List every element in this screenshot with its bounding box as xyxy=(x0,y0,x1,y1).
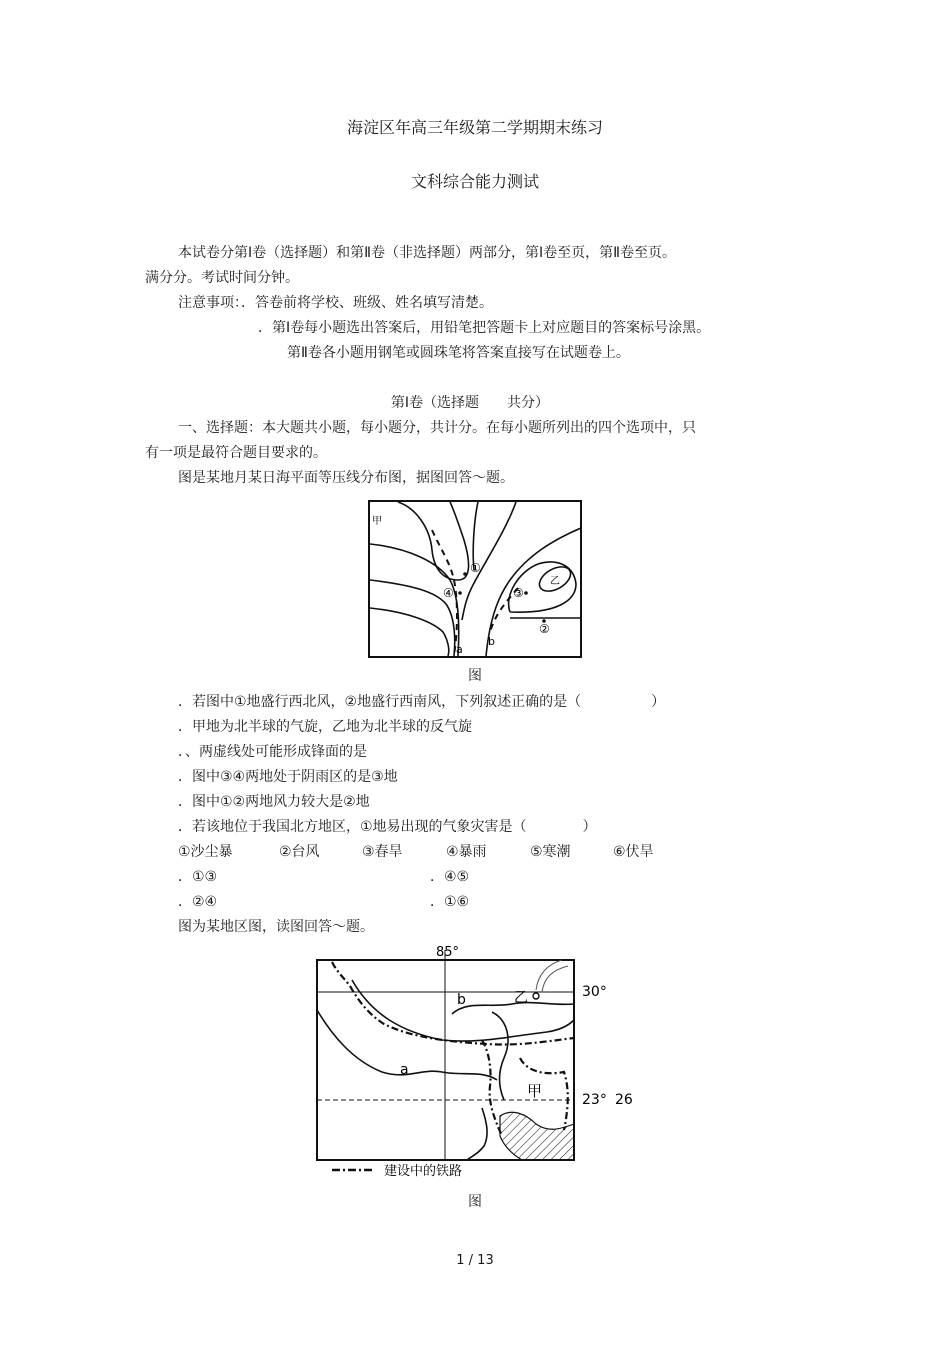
q2-hazard-2: ②台风 xyxy=(279,844,320,860)
q2-hazard-1: ①沙尘暴 xyxy=(178,844,233,860)
q2-option-c: ．②④ xyxy=(178,894,218,910)
label-point-3: ③ xyxy=(513,586,524,600)
page-subtitle: 文科综合能力测试 xyxy=(410,172,539,191)
coast-bay-land xyxy=(467,1108,487,1160)
q2-hazard-6: ⑥伏旱 xyxy=(613,844,654,860)
figure-2-intro: 图为某地区图，读图回答～题。 xyxy=(178,919,374,935)
isobar-map-figure xyxy=(368,500,582,658)
border-lines xyxy=(332,962,574,1136)
label-b: b xyxy=(457,992,466,1008)
label-85-degrees: 85° xyxy=(436,945,460,960)
figure-1-caption: 图 xyxy=(468,668,482,684)
railway-yi xyxy=(536,960,568,992)
figure-2-caption: 图 xyxy=(468,1194,482,1210)
label-point-4: ④ xyxy=(443,586,454,600)
label-point-1: ① xyxy=(470,561,481,575)
point-3-marker xyxy=(524,591,528,595)
q2-hazard-5: ⑤寒潮 xyxy=(530,844,571,860)
region-map-figure xyxy=(312,940,637,1185)
page-number: 1 / 13 xyxy=(456,1253,494,1268)
legend-label: 建设中的铁路 xyxy=(384,1164,463,1179)
label-yi: 乙 xyxy=(514,990,528,1006)
label-yi: 乙 xyxy=(550,576,560,587)
label-26: 26 xyxy=(615,1092,633,1108)
notice-3: 第Ⅱ卷各小题用钢笔或圆珠笔将答案直接写在试题卷上。 xyxy=(287,345,630,361)
label-23-degrees: 23° xyxy=(582,1092,607,1108)
section-heading: 第Ⅰ卷（选择题 共分） xyxy=(390,395,550,411)
q1-option-b: ．、两虚线处可能形成锋面的是 xyxy=(178,744,367,760)
page-title: 海淀区年高三年级第二学期期末练习 xyxy=(346,118,603,137)
label-point-2: ② xyxy=(539,622,550,636)
label-a: a xyxy=(400,1062,409,1078)
q1-option-c: ．图中③④两地处于阴雨区的是③地 xyxy=(178,769,398,785)
label-b: b xyxy=(488,635,495,648)
bay-hatched-area xyxy=(500,1112,574,1160)
q2-hazard-4: ④暴雨 xyxy=(446,844,487,860)
q2-hazard-3: ③春旱 xyxy=(362,844,403,860)
notice-1: 注意事项：．答卷前将学校、班级、姓名填写清楚。 xyxy=(178,295,493,311)
label-jia: 甲 xyxy=(527,1082,543,1100)
point-4-marker xyxy=(458,591,462,595)
notice-2: ．第Ⅰ卷每小题选出答案后，用铅笔把答题卡上对应题目的答案标号涂黑。 xyxy=(258,320,711,336)
intro-line-2: 满分分。考试时间分钟。 xyxy=(145,270,299,286)
yi-marker xyxy=(533,993,539,999)
label-30-degrees: 30° xyxy=(582,984,607,1000)
section-intro-1: 一、选择题：本大题共小题，每小题分，共计分。在每小题所列出的四个选项中，只 xyxy=(178,420,696,436)
section-intro-2: 有一项是最符合题目要求的。 xyxy=(145,445,327,461)
label-a: a xyxy=(456,643,463,656)
label-jia: 甲 xyxy=(372,516,382,527)
q2-option-d: ．①⑥ xyxy=(430,894,470,910)
q2-stem: ．若该地位于我国北方地区，①地易出现的气象灾害是（ ） xyxy=(178,819,597,835)
q1-option-d: ．图中①②两地风力较大是②地 xyxy=(178,794,370,810)
point-1-marker xyxy=(463,572,467,576)
intro-line-1: 本试卷分第Ⅰ卷（选择题）和第Ⅱ卷（非选择题）两部分，第Ⅰ卷至页，第Ⅱ卷至页。 xyxy=(178,245,677,261)
figure-1-intro: 图是某地月某日海平面等压线分布图，据图回答～题。 xyxy=(178,470,514,486)
q2-option-b: ．④⑤ xyxy=(430,869,470,885)
q1-stem: ．若图中①地盛行西北风，②地盛行西南风，下列叙述正确的是（ ） xyxy=(178,694,666,710)
q1-option-a: ．甲地为北半球的气旋，乙地为北半球的反气旋 xyxy=(178,719,472,735)
q2-option-a: ．①③ xyxy=(178,869,218,885)
